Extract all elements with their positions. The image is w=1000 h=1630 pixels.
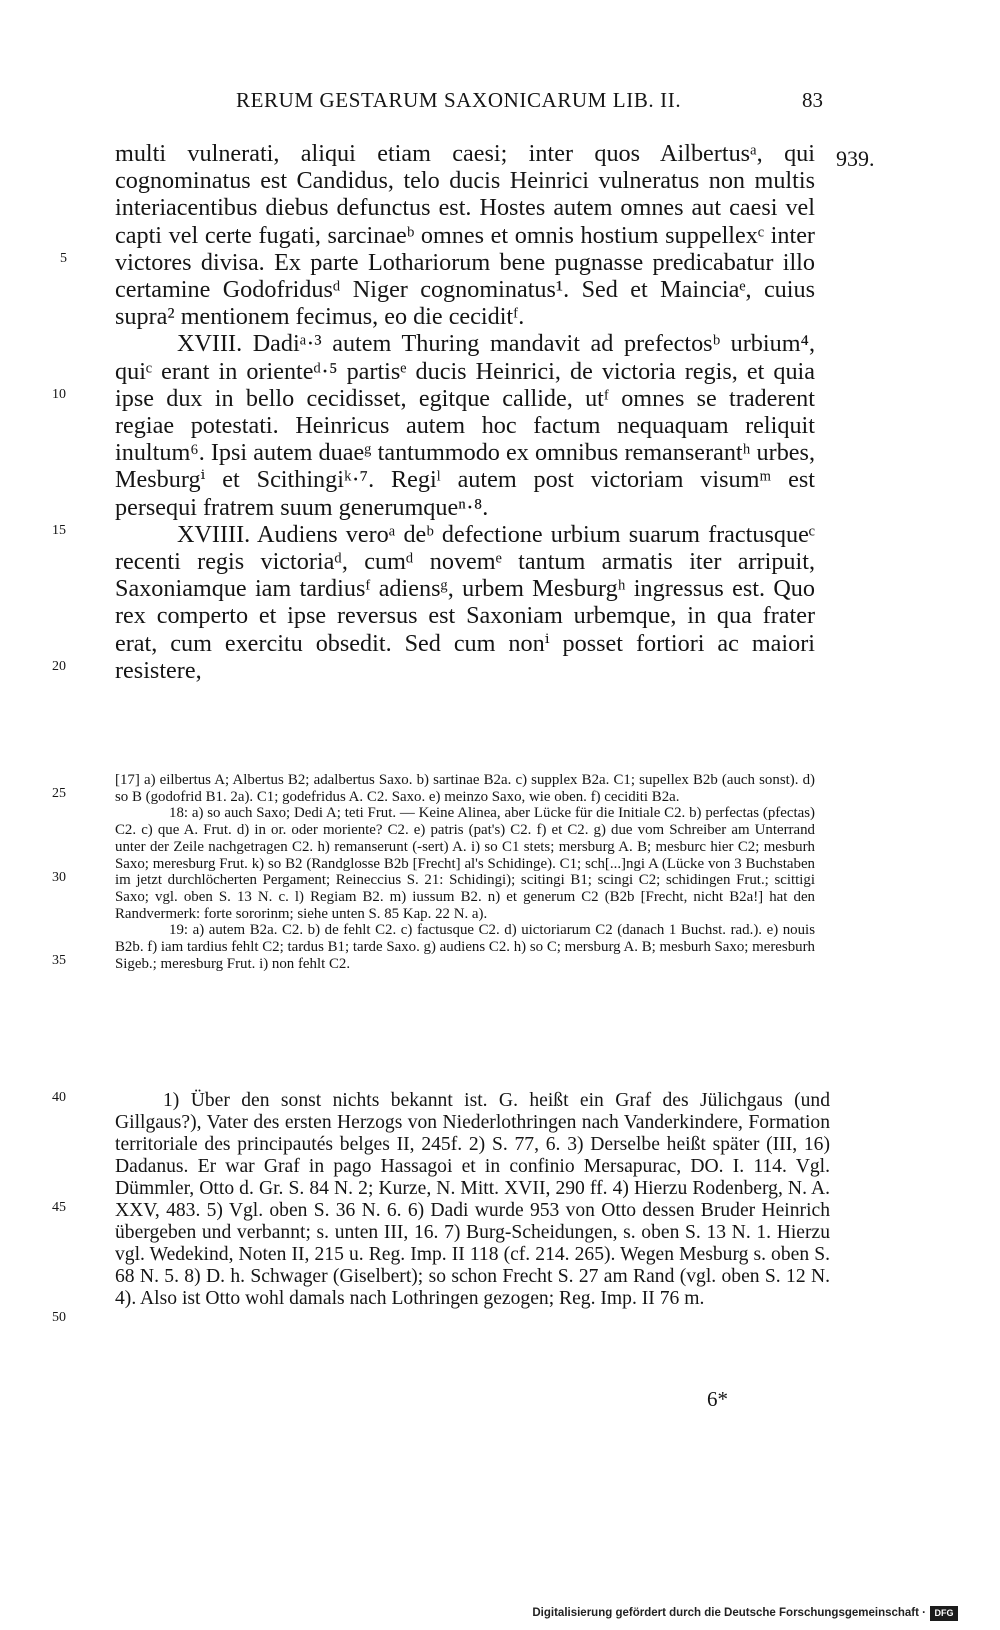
- margin-year: 939.: [836, 146, 875, 171]
- line-number: 15: [52, 523, 66, 538]
- main-text: [115, 140, 815, 684]
- apparatus-note-18: 18: a) so auch Saxo; Dedi A; teti Frut. — Keine Alinea, aber Lücke für die Initiale C2. b) perfectas (pfectas) C2. c) que A. Frut. d) in or. oder moriente? C2. e) patris (pat's) C2. f) et C2. g) due vom Schreiber am Unterrand unter der Zeile nachgetragen C2. h) remanserunt (-sert) A. i) so C1 stets; mersburg A. B; mesburc hier C2; mesburh Saxo; meresburg Frut. k) so B2 (Randglosse B2b [Frecht] al's Schidinge). C1; sch[...]ngi A (Lücke von 3 Buchstaben im jetzt durchlöcherten Pergament; Reineccius S. 21: Schidingi); scitingi B1; scingi C2; schidingen Frut.; scittigi Saxo; vgl. oben S. 13 N. c. l) Regiam B2. m) iussum B2. n) et generum C2 (B2b [Frecht, nicht B2a!] hat den Randvermerk: forte sororinm; siehe unten S. 85 Kap. 22 N. a).: [115, 805, 815, 922]
- chapter-18: XVIII. Dadiᵃ·³ autem Thuring mandavit ad prefectosᵇ urbium⁴, quiᶜ erant in orienteᵈ·⁵ partisᵉ ducis Heinrici, de victoria regis, et quia ipse dux in bello cecidisset, egitque callide, utᶠ omnes se traderent regiae potestati. Heinricus autem hoc factum nequaquam reliquit inultum⁶. Ipsi autem duaeᵍ tantummodo ex omnibus remanserantʰ urbes, Mesburgⁱ et Scithingiᵏ·⁷. Regiˡ autem post victoriam visumᵐ est persequi fratrem suum generumqueⁿ·⁸.: [115, 330, 815, 521]
- page-number: 83: [802, 88, 823, 112]
- chapter-19: XVIIII. Audiens veroᵃ deᵇ defectione urbium suarum fractusqueᶜ recenti regis victoriaᵈ, cumᵈ novemᵉ tantum armatis iter arripuit, Saxoniamque iam tardiusᶠ adiensᵍ, urbem Mesburgʰ ingressus est. Quo rex comperto et ipse reversus est Saxoniam urbemque, in qua frater erat, cum exercitu obsedit. Sed cum nonⁱ posset fortiori ac maiori resistere,: [115, 520, 815, 684]
- critical-apparatus: [115, 772, 815, 972]
- dfg-logo: DFG: [930, 1606, 958, 1621]
- line-number: 5: [60, 251, 67, 266]
- signature-mark: 6*: [707, 1387, 728, 1411]
- line-number: 25: [52, 786, 66, 801]
- line-number: 10: [52, 387, 66, 402]
- line-number: 40: [52, 1090, 66, 1105]
- line-number: 35: [52, 953, 66, 968]
- chapter-17-tail: multi vulnerati, aliqui etiam caesi; inter quos Ailbertusᵃ, qui cognominatus est Candidus, telo ducis Heinrici vulneratus non multis interiacentibus diebus defunctus est. Hostes autem omnes aut caesi vel capti vel certe fugati, sarcinaeᵇ omnes et omnis hostium suppellexᶜ inter victores divisa. Ex parte Lothariorum bene pugnasse predicabatur illo certamine Godofridusᵈ Niger cognominatus¹. Sed et Mainciaᵉ, cuius supra² mentionem fecimus, eo die ceciditᶠ.: [115, 140, 815, 331]
- line-number: 30: [52, 870, 66, 885]
- apparatus-note-17: [17] a) eilbertus A; Albertus B2; adalbertus Saxo. b) sartinae B2a. c) supplex B2a. C1; supellex B2b (auch sonst). d) so B (godofrid B1. 2a). C1; godefridus A. C2. Saxo. e) meinzo Saxo, wie oben. f) ceciditi B2a.: [115, 772, 815, 805]
- apparatus-note-19: 19: a) autem B2a. C2. b) de fehlt C2. c) factusque C2. d) uictoriarum C2 (danach 1 Buchst. rad.). e) nouis B2b. f) iam tardius fehlt C2; tardus B1; tarde Saxo. g) audiens C2. h) so C; mersburg A. B; mesburh Saxo; meresburh Sigeb.; meresburg Frut. i) non fehlt C2.: [115, 922, 815, 972]
- running-title: RERUM GESTARUM SAXONICARUM LIB. II.: [236, 88, 682, 112]
- digitization-credit: Digitalisierung gefördert durch die Deutsche Forschungsgemeinschaft ·: [532, 1607, 926, 1619]
- line-number: 45: [52, 1200, 66, 1215]
- line-number: 20: [52, 659, 66, 674]
- commentary-notes: [115, 1090, 830, 1310]
- line-number: 50: [52, 1310, 66, 1325]
- commentary-text: 1) Über den sonst nichts bekannt ist. G. heißt ein Graf des Jülichgaus (und Gillgaus?), Vater des ersten Herzogs von Niederlothringen nach Vanderkindere, Formation territoriale des principautés belges II, 245f. 2) S. 77, 6. 3) Derselbe heißt später (III, 16) Dadanus. Er war Graf in pago Hassagoi et in confinio Mersapurac, DO. I. 114. Vgl. Dümmler, Otto d. Gr. S. 84 N. 2; Kurze, N. Mitt. XVII, 290 ff. 4) Hierzu Rodenberg, N. A. XXV, 483. 5) Vgl. oben S. 36 N. 6. 6) Dadi wurde 953 von Otto dessen Bruder Heinrich übergeben und verbannt; s. unten III, 16. 7) Burg-Scheidungen, s. oben S. 13 N. 1. Hierzu vgl. Wedekind, Noten II, 215 u. Reg. Imp. II 118 (cf. 214. 265). Wegen Mesburg s. oben S. 68 N. 5. 8) D. h. Schwager (Giselbert); so schon Frecht S. 27 am Rand (vgl. oben S. 12 N. 4). Also ist Otto wohl damals nach Lothringen gezogen; Reg. Imp. II 76 m.: [115, 1090, 830, 1309]
